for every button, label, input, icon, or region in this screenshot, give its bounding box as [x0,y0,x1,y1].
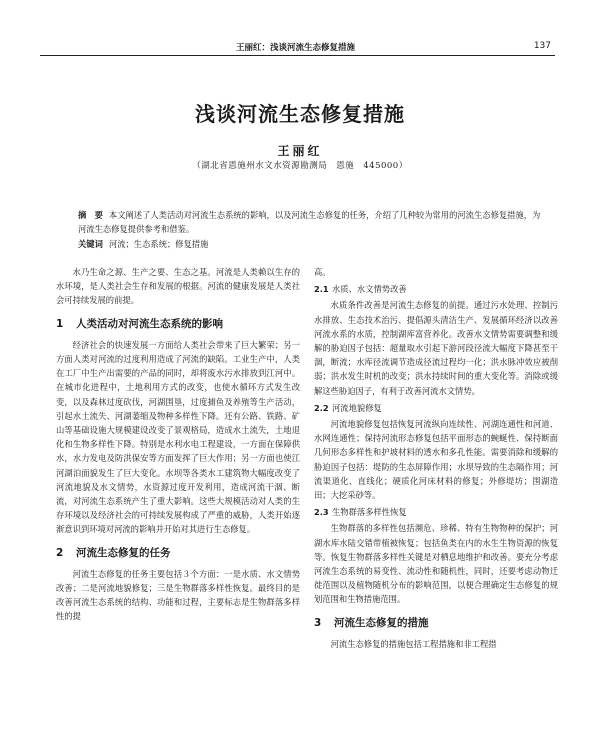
section-3-paragraph: 河流生态修复的措施包括工程措施和非工程措 [330,638,497,649]
abstract-body [78,208,546,236]
abstract-text: 本文阐述了人类活动对河流生态系统的影响，以及河流生态修复的任务，介绍了几种较为常用的河流生态修复措施，为河流生态修复提供参考和借鉴。 [78,210,541,234]
section-3-title: 河流生态修复的措施 [334,616,429,629]
abstract-label: 摘 要 [78,210,103,220]
section-2-title: 河流生态修复的任务 [76,546,171,559]
keywords-label: 关键词 [78,239,103,249]
abstract [78,208,546,251]
intro-paragraph: 水乃生命之源、生产之要、生态之基。河流是人类赖以生存的水环境，是人类社会生存和发展的根据。河流的健康发展是人类社会可持续发展的前提。 [56,267,300,306]
section-2-heading [56,546,300,560]
author: 王丽红 [277,144,323,158]
page-number: 137 [533,41,551,51]
section-2-2-heading [314,401,558,415]
section-1-paragraph: 经济社会的快速发展一方面给人类社会带来了巨大繁荣；另一方面人类对河流的过度利用造成了河流的缺陷。工业生产中，人类在工厂中生产出需要的产品的同时，却将废水污水排放到江河中。在城市化进程中，土地利用方式的改变，也使水循环方式发生改变，以及森林过度砍伐，河湖围垦，过度捕鱼及养殖等生产活动，引起水土流失、河湖萎缩及物种多样性下降。还有公路、铁路、矿山等基础设施大规模建设改变了景观格局，造成水土流失，土地退化和生物多样性下降。特别是水利水电工程建设，一方面在保障供水，水力发电及防洪保安等方面发挥了巨大作用；另一方面也使江河湖泊面貌发生了巨大变化。水坝等各类水工建筑物大幅度改变了河流地貌及水文情势，水资源过度开发利用，造成河流干涸、断流，对河流生态系统产生了重大影响。这些大规模活动对人类的生存环境以及经济社会的可持续发展构成了严重的威胁，人类开始逐渐意识到环境对河流的影响并开始对其进行生态修复。 [56,339,300,535]
section-3-heading [314,616,558,630]
running-title: 王丽红：浅谈河流生态修复措施 [236,43,356,53]
section-2-1-number: 2.1 [314,284,329,295]
section-2-1-title: 水质、水文情势改善 [332,284,407,295]
section-2-3-title: 生物群落多样性恢复 [332,507,407,518]
section-2-2-paragraph: 河流地貌修复包括恢复河流纵向连续性、河湖连通性和河道、水网连通性；保持河流形态修复包括平面形态的蜿蜒性、保持断面几何形态多样性和护坡材料的透水和多孔性能。需要消除和缓解的胁迫因子包括：堤防的生态屏障作用；水坝导致的生态隔作用；河流渠道化、直线化；硬质化河床材料的修复；外修堤坊；围湖造田；大挖采砂等。 [314,419,558,501]
keywords-text: 河流；生态系统；修复措施 [108,239,209,249]
continuation-text: 高。 [314,267,331,277]
section-2-2-number: 2.2 [314,402,329,413]
section-3-number: 3 [314,616,322,629]
right-column [314,265,558,651]
section-2-3-heading [314,505,558,519]
section-2-1-paragraph: 水质条件改善是河流生态修复的前提。通过污水处理、控制污水排放、生态技术治污、提倡源头清洁生产、发展循环经济以改善河流水系的水质，控制湖库富营养化。改善水文情势需要调整和缓解的胁迫因子包括：超量取水引起下游河段径流大幅度下降甚至干涸，断流；水库径流调节造成径流过程均一化；洪水脉冲效应被削弱；洪水发生时机的改变；洪水持续时间的重大变化等。消除或缓解这些胁迫因子，有利于改善河流水文情势。 [314,300,558,396]
section-2-3-paragraph: 生物群落的多样性包括濒危、珍稀、特有生物物种的保护；河湖水库水陆交错带植被恢复；包括鱼类在内的水生生物资源的恢复等。恢复生物群落多样性关键是对栖息地维护和改善。要充分考虑河流生态系统的易变性、流动性和随机性，同时，还要考虑动物迁徙范围以及植物随机分布的影响范围，以便合理确定生态修复的规划范围和生物措施范围。 [314,523,558,605]
section-2-1-heading [314,282,558,296]
section-1-title: 人类活动对河流生态系统的影响 [76,317,223,330]
running-header [40,41,555,56]
affiliation: （湖北省恩施州水文水资源勘测局 恩施 445000） [192,161,408,171]
section-1-heading [56,317,300,331]
section-2-paragraph: 河流生态修复的任务主要包括３个方面：一是水质、水文情势改善；二是河流地貌修复；三是生物群落多样性恢复。最终目的是改善河流生态系统的结构、功能和过程，主要标志是生物群落多样性的提 [56,568,300,622]
paper-title: 浅谈河流生态修复措施 [195,102,405,126]
section-2-number: 2 [56,546,64,559]
section-2-2-title: 河流地貌修复 [332,402,382,413]
left-column [56,265,300,624]
keywords [78,237,546,251]
section-1-number: 1 [56,317,64,330]
section-2-3-number: 2.3 [314,507,329,518]
